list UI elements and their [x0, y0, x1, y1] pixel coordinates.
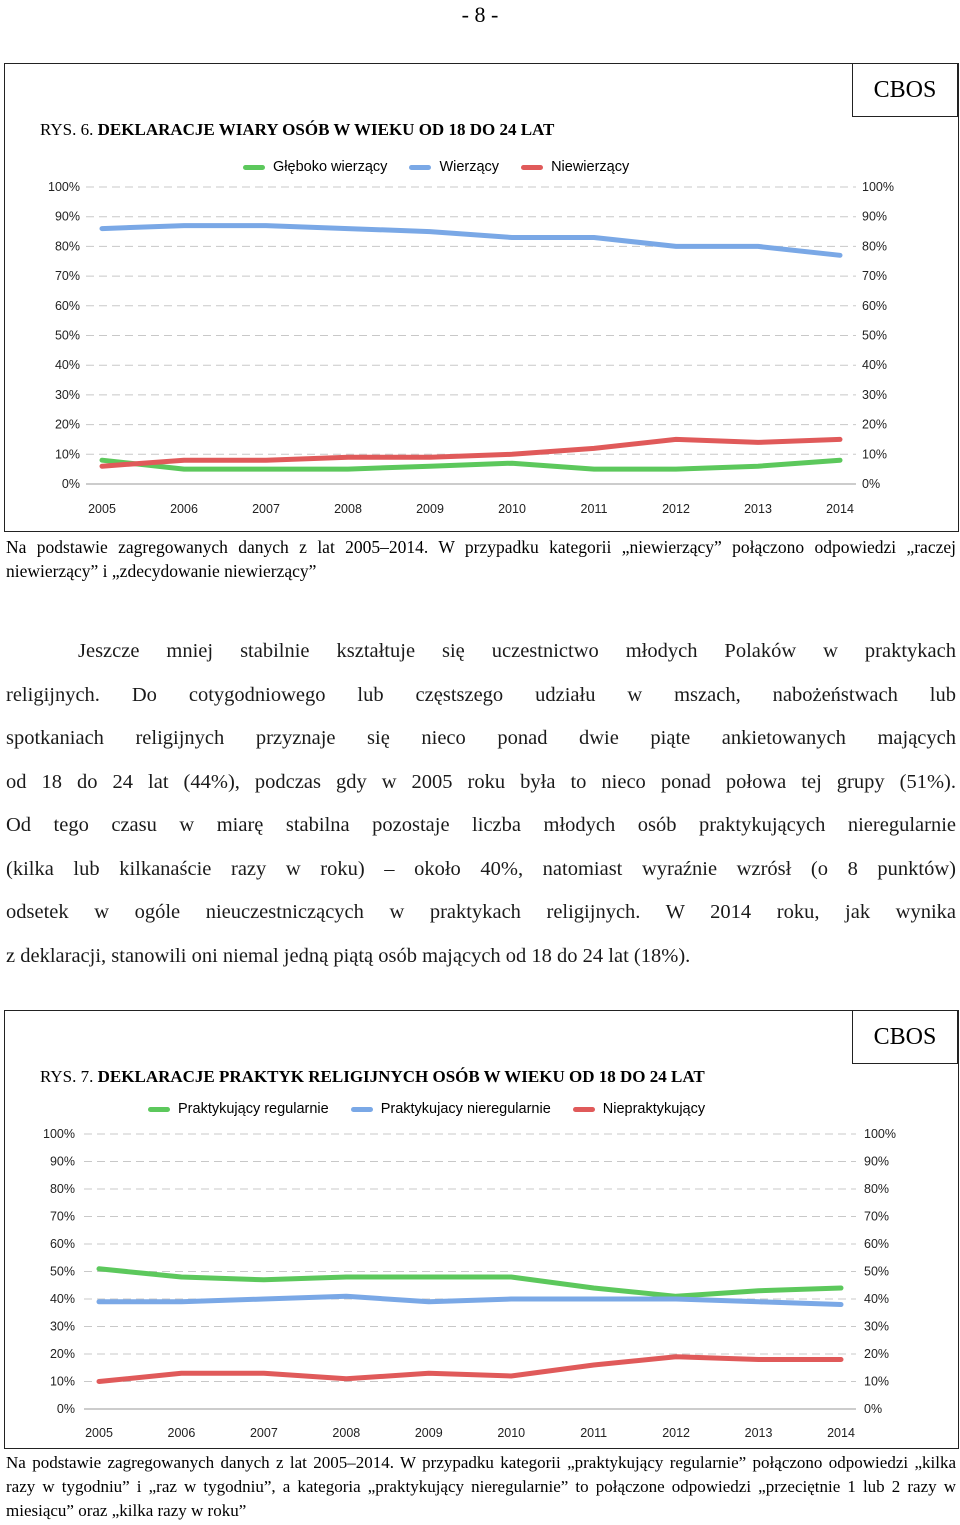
y-tick-label-right: 30% — [864, 1319, 890, 1334]
y-tick-label-left: 60% — [49, 1237, 75, 1251]
y-tick-label-right: 30% — [862, 387, 888, 402]
y-tick-label-right: 50% — [862, 328, 888, 343]
x-tick-label: 2005 — [85, 1426, 113, 1440]
y-tick-label-right: 10% — [864, 1374, 890, 1389]
y-tick-label-left: 100% — [48, 180, 80, 194]
legend-label: Głęboko wierzący — [273, 159, 388, 175]
paragraph-line: (kilka lub kilkanaście razy w roku) – około 40%, natomiast wyraźnie wzrósł (o 8 punktów) — [6, 857, 956, 880]
y-tick-label-left: 20% — [49, 1347, 75, 1361]
y-tick-label-right: 70% — [864, 1209, 890, 1224]
page-number: - 8 - — [461, 2, 499, 27]
x-tick-label: 2011 — [580, 1426, 608, 1440]
x-tick-label: 2006 — [167, 1426, 196, 1440]
x-tick-label: 2012 — [662, 502, 690, 516]
y-tick-label-right: 100% — [862, 180, 894, 194]
y-tick-label-left: 0% — [61, 477, 80, 491]
y-tick-label-left: 20% — [54, 417, 80, 432]
y-tick-label-right: 40% — [864, 1292, 890, 1306]
y-tick-label-right: 50% — [864, 1264, 890, 1279]
y-tick-label-left: 40% — [54, 358, 80, 373]
y-tick-label-left: 90% — [49, 1154, 75, 1169]
legend-label: Niewierzący — [551, 159, 630, 175]
legend-label: Praktykujący regularnie — [178, 1101, 329, 1117]
figure1-title-prefix: RYS. 6. — [40, 120, 94, 139]
x-tick-label: 2014 — [826, 502, 854, 516]
y-tick-label-left: 80% — [54, 239, 80, 254]
x-tick-label: 2008 — [332, 1426, 361, 1440]
x-tick-label: 2007 — [252, 502, 280, 516]
y-tick-label-left: 10% — [49, 1374, 75, 1389]
y-tick-label-left: 50% — [54, 328, 80, 343]
figure2-note: Na podstawie zagregowanych danych z lat 2005–2014. W przypadku kategorii „praktykujący regularnie” połączono odpowiedzi „kilka razy w tygodniu” i „raz w tygodniu”, a kategoria „praktykujący nieregularnie” to połączone odpowiedzi „przeciętnie 1 lub 2 razy w miesiącu” oraz „kilka razy w roku” — [6, 1453, 956, 1520]
y-tick-label-right: 0% — [864, 1402, 883, 1416]
y-tick-label-left: 40% — [49, 1292, 75, 1306]
y-tick-label-right: 70% — [862, 269, 888, 284]
figure2-title-main: DEKLARACJE PRAKTYK RELIGIJNYCH OSÓB W WIEKU OD 18 DO 24 LAT — [97, 1067, 705, 1086]
paragraph-line: Od tego czasu w miarę stabilna pozostaje liczba młodych osób praktykujących nieregularnie — [6, 814, 956, 836]
legend-label: Praktykujacy nieregularnie — [380, 1101, 551, 1117]
figure1-note: Na podstawie zagregowanych danych z lat 2005–2014. W przypadku kategorii „niewierzący” połączono odpowiedzi „raczej niewierzący” i „zdecydowanie niewierzący” — [6, 537, 956, 581]
y-tick-label-right: 90% — [862, 209, 888, 224]
legend-label: Wierzący — [439, 159, 500, 175]
legend-label: Niepraktykujący — [602, 1101, 706, 1117]
y-tick-label-left: 30% — [54, 387, 80, 402]
paragraph-line: odsetek w ogóle nieuczestniczących w praktykach religijnych. W 2014 roku, jak wynika — [6, 901, 956, 923]
y-tick-label-left: 0% — [56, 1402, 75, 1416]
y-tick-label-left: 70% — [49, 1209, 75, 1224]
y-tick-label-right: 10% — [862, 447, 888, 462]
figure1-title-main: DEKLARACJE WIARY OSÓB W WIEKU OD 18 DO 24 LAT — [97, 120, 555, 139]
series-line — [99, 1269, 841, 1297]
y-tick-label-left: 30% — [49, 1319, 75, 1334]
x-tick-label: 2007 — [249, 1426, 278, 1440]
y-tick-label-left: 50% — [49, 1264, 75, 1279]
paragraph-line: spotkaniach religijnych przyznaje się nieco ponad dwie piąte ankietowanych mających — [6, 727, 956, 749]
y-tick-label-left: 60% — [54, 298, 80, 313]
x-tick-label: 2010 — [498, 502, 526, 516]
figure2-title-prefix: RYS. 7. — [40, 1067, 94, 1086]
paragraph-line: Jeszcze mniej stabilnie kształtuje się uczestnictwo młodych Polaków w praktykach — [78, 640, 956, 662]
y-tick-label-left: 80% — [49, 1182, 75, 1196]
x-tick-label: 2012 — [662, 1426, 691, 1440]
y-tick-label-right: 0% — [862, 477, 881, 491]
figure2-cbos-logo: CBOS — [852, 1010, 958, 1064]
y-tick-label-left: 10% — [54, 447, 80, 462]
y-tick-label-right: 60% — [864, 1237, 890, 1251]
y-tick-label-left: 90% — [54, 209, 80, 224]
series-line — [99, 1296, 841, 1304]
x-tick-label: 2009 — [414, 1426, 443, 1440]
x-tick-label: 2005 — [88, 502, 116, 516]
figure1-cbos-logo: CBOS — [852, 63, 958, 117]
y-tick-label-right: 20% — [862, 417, 888, 432]
series-line — [99, 1357, 841, 1382]
y-tick-label-left: 70% — [54, 269, 80, 284]
paragraph-line: z deklaracji, stanowili oni niemal jedną piątą osób mających od 18 do 24 lat (18%). — [6, 944, 691, 967]
y-tick-label-right: 40% — [862, 358, 888, 373]
x-tick-label: 2013 — [744, 502, 772, 516]
y-tick-label-right: 90% — [864, 1154, 890, 1169]
y-tick-label-right: 60% — [862, 298, 888, 313]
y-tick-label-right: 80% — [864, 1182, 890, 1196]
y-tick-label-right: 100% — [864, 1127, 896, 1141]
x-tick-label: 2014 — [827, 1426, 855, 1440]
x-tick-label: 2009 — [416, 502, 444, 516]
x-tick-label: 2010 — [497, 1426, 526, 1440]
y-tick-label-right: 80% — [862, 239, 888, 254]
paragraph-line: religijnych. Do cotygodniowego lub częstszego udziału w mszach, nabożeństwach lub — [6, 683, 956, 706]
x-tick-label: 2006 — [170, 502, 198, 516]
y-tick-label-left: 100% — [43, 1127, 75, 1141]
x-tick-label: 2008 — [334, 502, 362, 516]
x-tick-label: 2011 — [580, 502, 608, 516]
paragraph-line: od 18 do 24 lat (44%), podczas gdy w 2005 roku była to nieco ponad połowa tej grupy (51%). — [6, 770, 956, 793]
y-tick-label-right: 20% — [864, 1347, 890, 1361]
x-tick-label: 2013 — [744, 1426, 773, 1440]
